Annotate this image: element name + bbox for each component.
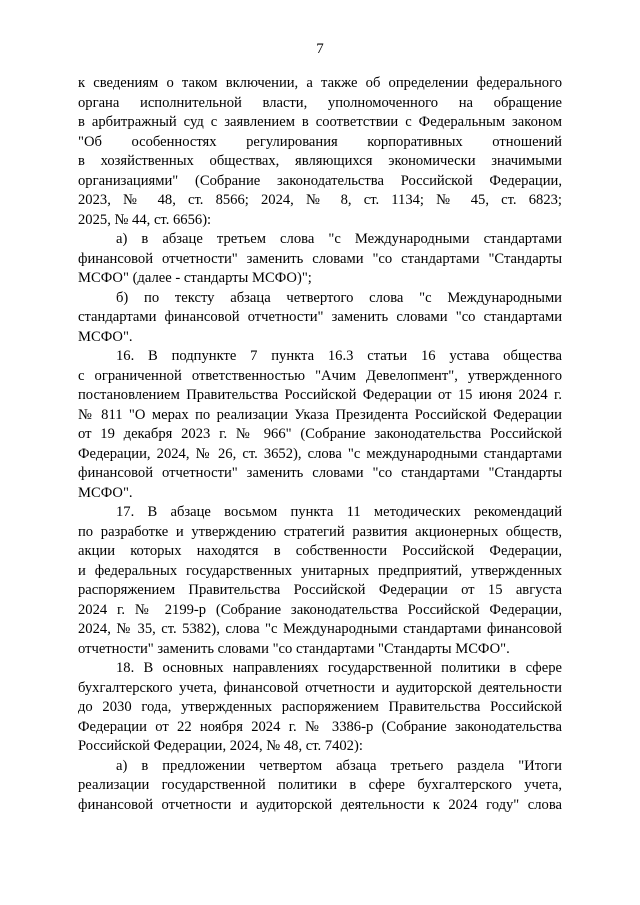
document-body [78, 74, 562, 815]
text-line: от 19 декабря 2023 г. № 966" (Собрание законодательства Российской [78, 426, 562, 442]
text-line: 18. В основных направлениях государственной политики в сфере [116, 660, 562, 676]
text-line: органа исполнительной власти, уполномоченного на обращение [78, 94, 562, 111]
text-line: 2023, № 48, ст. 8566; 2024, № 8, ст. 1134; № 45, ст. 6823; [78, 192, 562, 208]
text-line: до 2030 года, утвержденных распоряжением Правительства Российской [78, 699, 562, 715]
text-line: Федерации, 2024, № 26, ст. 3652), слова "с международными стандартами [78, 445, 562, 462]
text-line: № 811 "О мерах по реализации Указа Президента Российской Федерации [78, 406, 562, 423]
text-line: б) по тексту абзаца четвертого слова "с Международными [116, 289, 562, 306]
text-line: стандартами финансовой отчетности" заменить словами "со стандартами [78, 309, 562, 325]
text-line: реализации государственной политики в сфере бухгалтерского учета, [78, 777, 562, 793]
text-line: 16. В подпункте 7 пункта 16.3 статьи 16 устава общества [116, 348, 562, 364]
text-line: в хозяйственных обществах, являющихся экономически значимыми [78, 153, 562, 169]
text-line: организациями" (Собрание законодательства Российской Федерации, [78, 172, 562, 189]
text-line: финансовой отчетности" заменить словами "со стандартами "Стандарты [78, 250, 562, 267]
text-line: а) в абзаце третьем слова "с Международными стандартами [116, 231, 562, 247]
text-line: с ограниченной ответственностью "Ачим Девелопмент", утвержденного [78, 367, 562, 384]
text-line: Федерации от 22 ноября 2024 г. № 3386-р (Собрание законодательства [78, 718, 562, 735]
text-line: бухгалтерского учета, финансовой отчетности и аудиторской деятельности [78, 679, 562, 696]
text-line: отчетности" заменить словами "со стандартами "Стандарты МСФО". [78, 640, 510, 657]
text-line: по разработке и утверждению стратегий развития акционерных обществ, [78, 523, 562, 540]
text-line: постановлением Правительства Российской Федерации от 15 июня 2024 г. [78, 387, 562, 403]
page-number: 7 [316, 41, 324, 57]
text-line: 17. В абзаце восьмом пункта 11 методических рекомендаций [116, 504, 562, 520]
text-line: в арбитражный суд с заявлением в соответствии с Федеральным законом [78, 114, 562, 130]
text-line: МСФО". [78, 484, 133, 501]
text-line: финансовой отчетности и аудиторской деятельности к 2024 году" слова [78, 796, 562, 813]
text-line: "Об особенностях регулирования корпоративных отношений [78, 133, 562, 150]
text-line: МСФО". [78, 328, 133, 345]
text-line: и федеральных государственных унитарных предприятий, утвержденных [78, 562, 562, 579]
text-line: финансовой отчетности" заменить словами "со стандартами "Стандарты [78, 465, 562, 481]
text-line: Российской Федерации, 2024, № 48, ст. 7402): [78, 738, 363, 754]
text-line: а) в предложении четвертом абзаца третьего раздела "Итоги [116, 757, 562, 774]
text-line: акции которых находятся в собственности Российской Федерации, [78, 543, 562, 559]
text-line: 2024, № 35, ст. 5382), слова "с Международными стандартами финансовой [78, 621, 562, 637]
text-line: МСФО" (далее - стандарты МСФО)"; [78, 270, 312, 286]
text-line: распоряжением Правительства Российской Федерации от 15 августа [78, 582, 562, 598]
text-line: 2025, № 44, ст. 6656): [78, 211, 212, 228]
text-line: к сведениям о таком включении, а также об определении федерального [78, 75, 562, 91]
text-line: 2024 г. № 2199-р (Собрание законодательства Российской Федерации, [78, 601, 562, 618]
